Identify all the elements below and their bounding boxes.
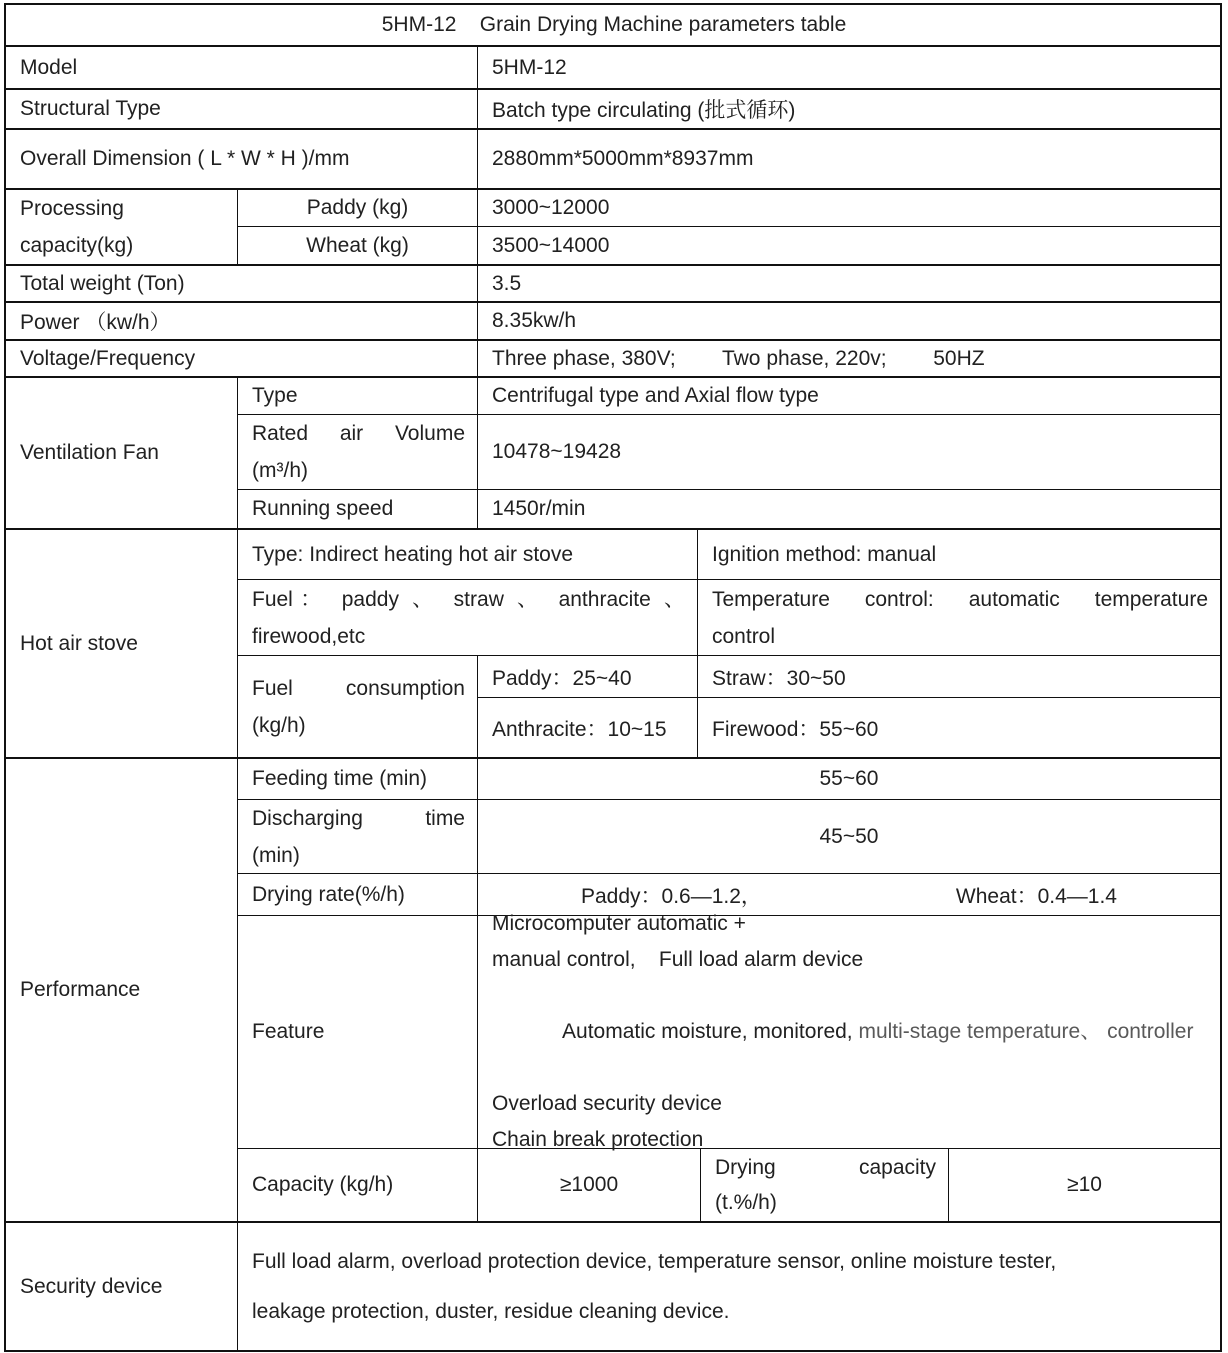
drying-capacity-label bbox=[701, 1149, 949, 1221]
hot-air-stove-label: Hot air stove bbox=[6, 530, 238, 757]
fuel-consumption-label-line1: Fuel consumption bbox=[252, 676, 465, 700]
discharging-time-label bbox=[238, 800, 478, 873]
feature-line3-gray: multi-stage temperature、 controller bbox=[858, 1019, 1194, 1043]
drying-capacity-label-line2: (t.%/h) bbox=[715, 1190, 777, 1214]
title-row bbox=[6, 5, 1220, 47]
row-wheat-capacity bbox=[238, 227, 1220, 264]
fuel-straw-value: Straw：30~50 bbox=[712, 666, 846, 690]
rated-air-volume-value: 10478~19428 bbox=[492, 440, 622, 464]
row-power bbox=[6, 303, 1220, 341]
model-value: 5HM-12 bbox=[492, 55, 567, 79]
feeding-time-value: 55~60 bbox=[819, 767, 879, 791]
row-security-device bbox=[6, 1223, 1220, 1350]
stove-temperature-control-line2: control bbox=[712, 624, 776, 648]
running-speed-label: Running speed bbox=[238, 490, 478, 528]
fuel-anthracite-value: Anthracite：10~15 bbox=[478, 698, 698, 757]
drying-capacity-label-line1: Drying capacity bbox=[715, 1155, 936, 1179]
overall-dimension-label: Overall Dimension ( L * W * H )/mm bbox=[6, 130, 478, 188]
row-fuel-paddy-straw bbox=[478, 656, 1220, 698]
performance-subrows bbox=[238, 759, 1220, 1221]
security-device-value bbox=[238, 1223, 1220, 1350]
feeding-time-label: Feeding time (min) bbox=[238, 759, 478, 799]
row-ventilation-fan bbox=[6, 378, 1220, 530]
fuel-consumption-label bbox=[238, 656, 478, 757]
discharging-time-value: 45~50 bbox=[819, 824, 879, 848]
feature-label: Feature bbox=[238, 916, 478, 1148]
wheat-capacity-label: Wheat (kg) bbox=[238, 227, 478, 264]
stove-fuel bbox=[238, 580, 698, 655]
stove-ignition-method: Ignition method: manual bbox=[712, 542, 937, 566]
processing-capacity-label bbox=[6, 190, 238, 264]
overall-dimension-value: 2880mm*5000mm*8937mm bbox=[492, 147, 754, 170]
row-feature bbox=[238, 911, 1220, 1151]
feature-line4: Overload security device bbox=[492, 1091, 722, 1115]
performance-label: Performance bbox=[6, 759, 238, 1221]
power-value: 8.35kw/h bbox=[492, 309, 577, 332]
row-fuel-anthracite-firewood bbox=[478, 698, 1220, 757]
fan-type-label: Type bbox=[238, 378, 478, 414]
drying-capacity-value: ≥10 bbox=[1067, 1172, 1102, 1196]
row-paddy-capacity bbox=[238, 190, 1220, 227]
ventilation-fan-label: Ventilation Fan bbox=[6, 378, 238, 528]
ventilation-fan-subrows bbox=[238, 378, 1220, 528]
table-title: 5HM-12 Grain Drying Machine parameters table bbox=[381, 13, 847, 36]
feature-value bbox=[478, 911, 1220, 1151]
row-overall-dimension bbox=[6, 130, 1220, 190]
discharging-time-label-line1: Discharging time bbox=[252, 806, 465, 830]
structural-type-value: Batch type circulating (批式循环) bbox=[492, 99, 796, 122]
processing-capacity-label-line2: capacity(kg) bbox=[20, 234, 134, 257]
processing-capacity-label-line1: Processing bbox=[20, 197, 124, 220]
total-weight-label: Total weight (Ton) bbox=[6, 266, 478, 301]
voltage-frequency-value: Three phase, 380V; Two phase, 220v; 50HZ bbox=[492, 346, 985, 370]
drying-rate-label: Drying rate(%/h) bbox=[238, 874, 478, 914]
row-model bbox=[6, 47, 1220, 90]
total-weight-value: 3.5 bbox=[492, 271, 522, 295]
discharging-time-label-line2: (min) bbox=[252, 843, 300, 867]
row-rated-air-volume bbox=[238, 415, 1220, 490]
row-processing-capacity bbox=[6, 190, 1220, 266]
hot-air-stove-subrows bbox=[238, 530, 1220, 757]
drying-rate-paddy: Paddy：0.6—1.2， bbox=[580, 884, 762, 908]
structural-type-label: Structural Type bbox=[6, 90, 478, 128]
wheat-capacity-value: 3500~14000 bbox=[492, 233, 610, 257]
row-structural-type bbox=[6, 90, 1220, 130]
stove-fuel-line1: Fuel： paddy 、 straw 、 anthracite 、 bbox=[252, 587, 685, 611]
rated-air-volume-label bbox=[238, 415, 478, 489]
row-voltage-frequency bbox=[6, 341, 1220, 378]
model-label: Model bbox=[6, 47, 478, 88]
row-total-weight bbox=[6, 266, 1220, 303]
row-running-speed bbox=[238, 490, 1220, 528]
row-capacity bbox=[238, 1149, 1220, 1221]
stove-temperature-control-line1: Temperature control: automatic temperature bbox=[712, 587, 1208, 611]
row-stove-fuel-tempcontrol bbox=[238, 580, 1220, 656]
rated-air-volume-label-line2: (m³/h) bbox=[252, 459, 308, 483]
paddy-capacity-value: 3000~12000 bbox=[492, 196, 610, 219]
voltage-frequency-label: Voltage/Frequency bbox=[6, 341, 478, 376]
row-discharging-time bbox=[238, 800, 1220, 874]
fuel-consumption-label-line2: (kg/h) bbox=[252, 713, 306, 737]
row-performance bbox=[6, 759, 1220, 1223]
capacity-label: Capacity (kg/h) bbox=[238, 1149, 478, 1221]
stove-temperature-control bbox=[698, 580, 1220, 655]
row-feeding-time bbox=[238, 759, 1220, 800]
fuel-consumption-subrows bbox=[478, 656, 1220, 757]
stove-fuel-line2: firewood,etc bbox=[252, 624, 366, 648]
row-stove-type-ignition bbox=[238, 530, 1220, 580]
feature-line3 bbox=[492, 978, 1208, 1086]
parameters-table bbox=[4, 3, 1222, 1352]
fuel-paddy-value: Paddy：25~40 bbox=[478, 656, 698, 697]
security-device-value-line2: leakage protection, duster, residue cleaning device. bbox=[252, 1299, 730, 1323]
row-hot-air-stove bbox=[6, 530, 1220, 759]
drying-rate-wheat: Wheat：0.4—1.4 bbox=[955, 884, 1117, 908]
fan-type-value: Centrifugal type and Axial flow type bbox=[492, 384, 819, 408]
capacity-value: ≥1000 bbox=[478, 1149, 701, 1221]
processing-capacity-subrows bbox=[238, 190, 1220, 264]
feature-line3-black: Automatic moisture, monitored, bbox=[562, 1019, 859, 1043]
feature-line5: Chain break protection bbox=[492, 1127, 704, 1151]
feature-line2: manual control, Full load alarm device bbox=[492, 947, 864, 971]
running-speed-value: 1450r/min bbox=[492, 497, 586, 521]
security-device-label: Security device bbox=[6, 1223, 238, 1350]
security-device-value-line1: Full load alarm, overload protection device, temperature sensor, online moisture tester, bbox=[252, 1249, 1057, 1273]
rated-air-volume-label-line1: Rated air Volume bbox=[252, 422, 465, 446]
paddy-capacity-label: Paddy (kg) bbox=[238, 190, 478, 226]
row-fuel-consumption bbox=[238, 656, 1220, 757]
stove-type: Type: Indirect heating hot air stove bbox=[238, 530, 698, 579]
fuel-firewood-value: Firewood：55~60 bbox=[712, 717, 879, 741]
feature-line1: Microcomputer automatic + bbox=[492, 911, 746, 935]
row-fan-type bbox=[238, 378, 1220, 415]
power-label: Power （kw/h） bbox=[6, 303, 478, 339]
